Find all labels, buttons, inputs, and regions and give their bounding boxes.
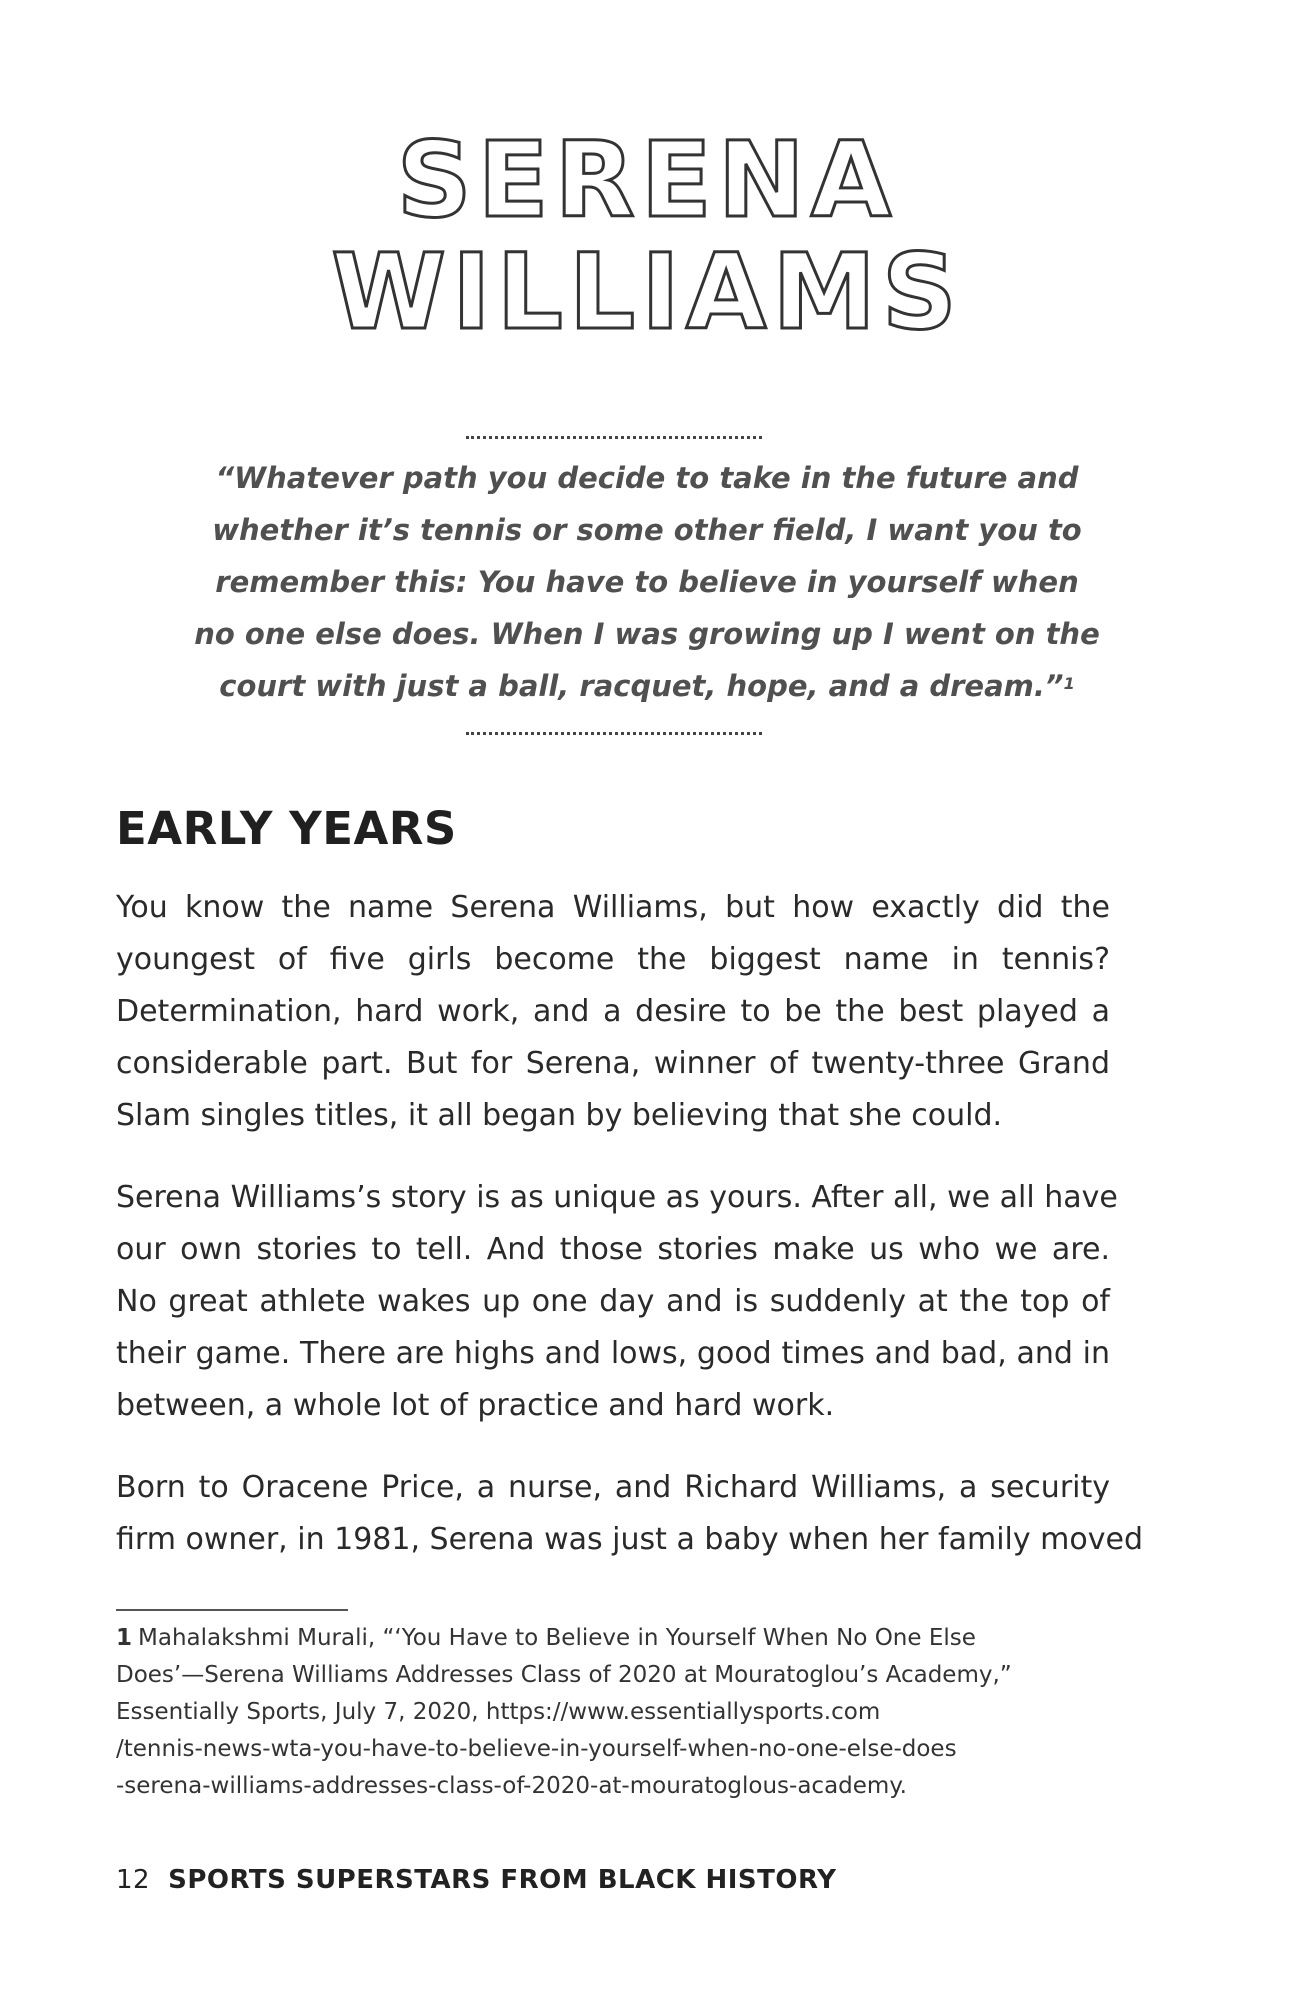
footnote	[116, 1620, 1116, 1805]
epigraph-line: whether it’s tennis or some other field, I want you to	[212, 513, 1082, 547]
text-line: No great athlete wakes up one day and is suddenly at the top of	[116, 1284, 1110, 1319]
epigraph-line-last	[150, 660, 1144, 712]
footnote-line[interactable]: Essentially Sports, July 7, 2020, https://www.essentiallysports.com	[116, 1699, 881, 1725]
text-line: our own stories to tell. And those stories make us who we are.	[116, 1232, 1110, 1267]
chapter-title-line-2: WILLIAMS	[331, 231, 963, 353]
text-line: considerable part. But for Serena, winner of twenty-three Grand	[116, 1046, 1110, 1081]
text-line: between, a whole lot of practice and hard work.	[116, 1388, 835, 1423]
body-paragraph	[116, 882, 1110, 1142]
epigraph-quote	[150, 452, 1144, 712]
running-title: SPORTS SUPERSTARS FROM BLACK HISTORY	[168, 1865, 837, 1895]
footnote-text: Mahalakshmi Murali, “‘You Have to Believe in Yourself When No One Else	[138, 1625, 976, 1651]
footnote-divider	[116, 1609, 348, 1611]
text-line: Determination, hard work, and a desire to be the best played a	[116, 994, 1110, 1029]
epigraph-line: no one else does. When I was growing up I went on the	[194, 617, 1100, 651]
text-line: Slam singles titles, it all began by believing that she could.	[116, 1098, 1003, 1133]
footnote-line[interactable]: /tennis-news-wta-you-have-to-believe-in-yourself-when-no-one-else-does	[116, 1736, 957, 1762]
footnote-line[interactable]: -serena-williams-addresses-class-of-2020-at-mouratoglous-academy.	[116, 1773, 907, 1799]
text-line: You know the name Serena Williams, but how exactly did the	[116, 890, 1110, 925]
body-paragraph	[116, 1462, 1144, 1566]
epigraph-top-divider	[466, 436, 762, 439]
text-line: firm owner, in 1981, Serena was just a baby when her family moved	[116, 1522, 1144, 1557]
epigraph-line: “Whatever path you decide to take in the future and	[215, 461, 1079, 495]
footnote-line: Does’—Serena Williams Addresses Class of 2020 at Mouratoglou’s Academy,”	[116, 1662, 1012, 1688]
body-paragraph	[116, 1172, 1118, 1432]
running-footer	[116, 1865, 836, 1895]
epigraph-bottom-divider	[466, 732, 762, 735]
text-line: youngest of five girls become the biggest name in tennis?	[116, 942, 1110, 977]
page-number: 12	[116, 1865, 151, 1895]
epigraph-line: remember this: You have to believe in yourself when	[215, 565, 1079, 599]
footnote-number: 1	[116, 1625, 133, 1651]
epigraph-line-text: court with just a ball, racquet, hope, and a dream.”	[219, 669, 1064, 703]
text-line: Born to Oracene Price, a nurse, and Richard Williams, a security	[116, 1470, 1110, 1505]
footnote-reference[interactable]: 1	[1063, 674, 1075, 693]
chapter-title-line-1: SERENA	[396, 119, 898, 241]
footnote-line	[116, 1620, 1116, 1657]
text-line: Serena Williams’s story is as unique as yours. After all, we all have	[116, 1180, 1118, 1215]
section-heading: EARLY YEARS	[116, 802, 457, 855]
text-line: their game. There are highs and lows, good times and bad, and in	[116, 1336, 1110, 1371]
